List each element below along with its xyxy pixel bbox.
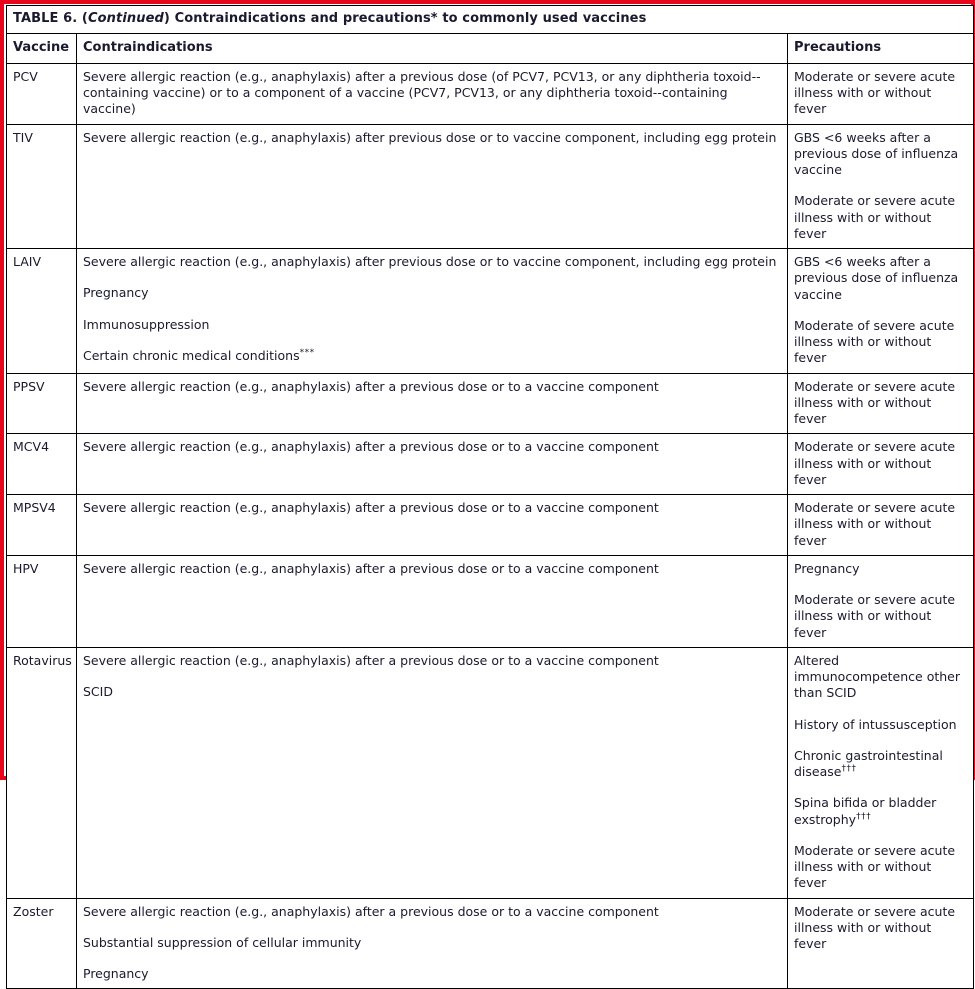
cell-vaccine-name: TIV <box>7 124 77 249</box>
cell-vaccine-name: MPSV4 <box>7 495 77 556</box>
table-row <box>7 249 974 374</box>
precaution-line: GBS <6 weeks after a previous dose of influenza vaccine <box>794 129 959 178</box>
precaution-line: GBS <6 weeks after a previous dose of influenza vaccine <box>794 254 959 302</box>
table-row <box>7 898 974 989</box>
precaution-line: Altered immunocompetence other than SCID <box>794 652 960 701</box>
cell-vaccine-name: LAIV <box>7 249 77 374</box>
contraindication-line: Severe allergic reaction (e.g., anaphylaxis) after a previous dose or to a vaccine component <box>83 378 659 394</box>
caption-prefix: TABLE 6. ( <box>13 11 88 26</box>
cell-vaccine-name: Rotavirus <box>7 647 77 898</box>
table-row <box>7 434 974 495</box>
cell-vaccine-name: MCV4 <box>7 434 77 495</box>
table-row <box>7 555 974 647</box>
column-header-contraindications: Contraindications <box>77 33 788 63</box>
contraindication-line: Severe allergic reaction (e.g., anaphylaxis) after a previous dose or to a vaccine component <box>83 500 659 516</box>
cell-precautions <box>788 373 974 434</box>
contraindication-line: Severe allergic reaction (e.g., anaphylaxis) after a previous dose or to a vaccine component <box>83 903 659 919</box>
cell-vaccine-name: Zoster <box>7 898 77 989</box>
cell-vaccine-name: PCV <box>7 63 77 124</box>
table-data-rows <box>7 63 974 989</box>
contraindication-line: Pregnancy <box>83 966 149 982</box>
contraindication-line: Severe allergic reaction (e.g., anaphylaxis) after previous dose or to vaccine component, including egg protein <box>83 254 777 270</box>
contraindication-line: Pregnancy <box>83 285 149 301</box>
precaution-line: Moderate or severe acute illness with or without fever <box>794 592 956 640</box>
footnote-marker: ††† <box>856 811 872 822</box>
caption-suffix: ) Contraindications and precautions* to commonly used vaccines <box>163 11 647 26</box>
footnote-marker: *** <box>299 347 315 358</box>
column-header-vaccine: Vaccine <box>7 33 77 63</box>
precaution-line: Chronic gastrointestinal disease††† <box>794 747 943 780</box>
cell-precautions <box>788 647 974 898</box>
precaution-line: Pregnancy <box>794 560 860 576</box>
cell-contraindications <box>77 249 788 374</box>
table-row <box>7 124 974 249</box>
cell-precautions <box>788 495 974 556</box>
cell-contraindications <box>77 124 788 249</box>
precaution-line: Moderate or severe acute illness with or without fever <box>794 193 956 241</box>
contraindication-line: Certain chronic medical conditions*** <box>83 347 315 363</box>
precaution-line: Moderate or severe acute illness with or without fever <box>794 68 956 117</box>
cell-precautions <box>788 249 974 374</box>
precaution-line: Moderate or severe acute illness with or without fever <box>794 378 956 427</box>
cell-contraindications <box>77 63 788 124</box>
cell-contraindications <box>77 647 788 898</box>
footnote-marker: ††† <box>841 763 857 774</box>
table-row <box>7 63 974 124</box>
table-body <box>7 6 974 64</box>
contraindication-line: Severe allergic reaction (e.g., anaphylaxis) after a previous dose (of PCV7, PCV13, or any diphtheria toxoid--containing vaccine) or to a component of a vaccine (PCV7, PCV13, or any diphtheria toxoid--containing vaccine) <box>83 68 761 117</box>
precaution-line: Moderate or severe acute illness with or without fever <box>794 439 956 487</box>
precaution-line: Spina bifida or bladder exstrophy††† <box>794 795 937 827</box>
precaution-line: Moderate or severe acute illness with or without fever <box>794 903 956 952</box>
vaccine-contraindications-table <box>6 5 974 989</box>
table-caption <box>7 6 974 34</box>
contraindication-line: Severe allergic reaction (e.g., anaphylaxis) after previous dose or to vaccine component, including egg protein <box>83 129 777 145</box>
cell-contraindications <box>77 373 788 434</box>
precaution-line: Moderate or severe acute illness with or without fever <box>794 500 956 548</box>
contraindication-line: SCID <box>83 684 113 700</box>
precaution-line: History of intussusception <box>794 716 957 732</box>
table-row <box>7 647 974 898</box>
cell-vaccine-name: HPV <box>7 555 77 647</box>
column-header-precautions: Precautions <box>788 33 974 63</box>
cell-contraindications <box>77 898 788 989</box>
precaution-line: Moderate or severe acute illness with or without fever <box>794 842 956 891</box>
precaution-line: Moderate of severe acute illness with or without fever <box>794 317 955 366</box>
cell-contraindications <box>77 434 788 495</box>
cell-precautions <box>788 434 974 495</box>
table-row <box>7 495 974 556</box>
cell-contraindications <box>77 495 788 556</box>
cell-precautions <box>788 898 974 989</box>
contraindication-line: Severe allergic reaction (e.g., anaphylaxis) after a previous dose or to a vaccine component <box>83 439 659 455</box>
contraindication-line: Severe allergic reaction (e.g., anaphylaxis) after a previous dose or to a vaccine component <box>83 652 659 668</box>
table-row <box>7 373 974 434</box>
cell-precautions <box>788 63 974 124</box>
caption-continued-label: Continued <box>87 11 164 26</box>
table-header-row <box>7 33 974 63</box>
cell-precautions <box>788 555 974 647</box>
cell-precautions <box>788 124 974 249</box>
cell-vaccine-name: PPSV <box>7 373 77 434</box>
contraindication-line: Substantial suppression of cellular immunity <box>83 934 362 950</box>
cell-contraindications <box>77 555 788 647</box>
contraindication-line: Immunosuppression <box>83 316 210 332</box>
contraindication-line: Severe allergic reaction (e.g., anaphylaxis) after a previous dose or to a vaccine component <box>83 560 659 576</box>
table-title-row <box>7 6 974 34</box>
